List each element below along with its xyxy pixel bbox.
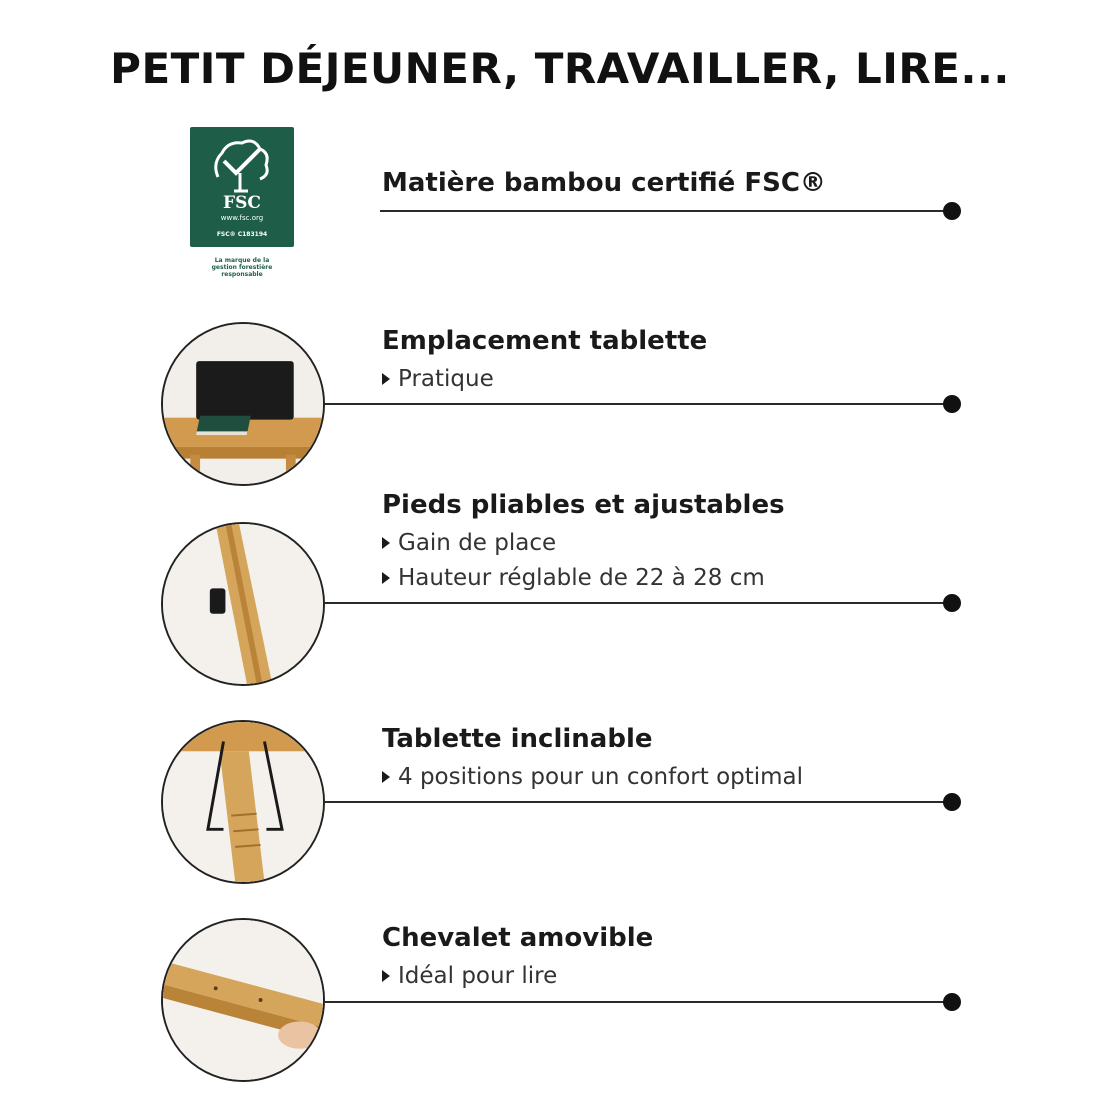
fsc-label: FSC (223, 193, 261, 213)
divider-line (380, 210, 952, 212)
feature-title: Emplacement tablette (382, 326, 708, 356)
tilt-tray-photo (161, 720, 325, 884)
divider-line (325, 801, 952, 803)
end-dot (943, 793, 961, 811)
end-dot (943, 594, 961, 612)
divider-line (325, 403, 952, 405)
feature-title: Tablette inclinable (382, 724, 653, 754)
folding-legs-photo (161, 522, 325, 686)
feature-title: Matière bambou certifié FSC® (382, 168, 826, 198)
end-dot (943, 993, 961, 1011)
divider-line (325, 1001, 952, 1003)
fsc-logo (190, 127, 294, 247)
feature-bullet: Hauteur réglable de 22 à 28 cm (382, 565, 765, 591)
arrow-right-icon (382, 771, 390, 783)
fsc-caption: La marque de la gestion forestière responsable (211, 257, 273, 278)
tablet-slot-photo (161, 322, 325, 486)
feature-title: Chevalet amovible (382, 923, 654, 953)
tree-check-icon (190, 127, 294, 201)
arrow-right-icon (382, 970, 390, 982)
fsc-url: www.fsc.org (220, 214, 264, 222)
feature-bullet: Idéal pour lire (382, 963, 557, 989)
divider-line (325, 602, 952, 604)
fsc-code: FSC® C183194 (216, 231, 268, 238)
arrow-right-icon (382, 572, 390, 584)
feature-bullet: 4 positions pour un confort optimal (382, 764, 803, 790)
removable-easel-photo (161, 918, 325, 1082)
feature-bullet: Pratique (382, 366, 494, 392)
page-title: PETIT DÉJEUNER, TRAVAILLER, LIRE... (110, 44, 1010, 93)
feature-bullet: Gain de place (382, 530, 556, 556)
end-dot (943, 395, 961, 413)
arrow-right-icon (382, 537, 390, 549)
end-dot (943, 202, 961, 220)
feature-title: Pieds pliables et ajustables (382, 490, 785, 520)
arrow-right-icon (382, 373, 390, 385)
